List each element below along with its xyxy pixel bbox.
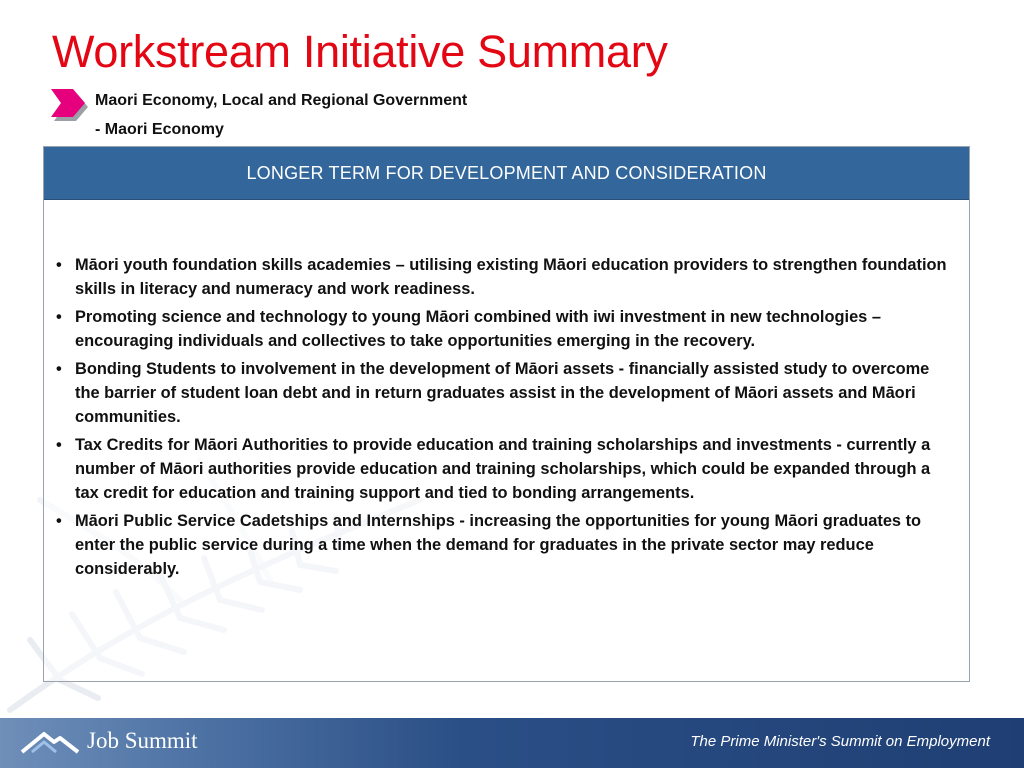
bullet-icon: • (56, 436, 62, 454)
subtitle-topic: - Maori Economy (95, 121, 224, 138)
bullet-icon: • (56, 256, 62, 274)
brand-name: Job Summit (87, 728, 198, 753)
list-item (56, 433, 956, 505)
list-item (56, 305, 956, 353)
initiatives-panel (43, 146, 970, 682)
list-item (56, 509, 956, 581)
slide-title: Workstream Initiative Summary (52, 26, 668, 77)
bullet-icon: • (56, 308, 62, 326)
list-item-text: Bonding Students to involvement in the development of Māori assets - financially assisted study to overcome the barrier of student loan debt and in return graduates assist in the development of Māori assets and Māori communities. (75, 360, 930, 426)
mountain-logo-icon (20, 726, 80, 758)
list-item (56, 253, 956, 301)
list-item-text: Tax Credits for Māori Authorities to provide education and training scholarships and investments - currently a number of Māori authorities provide education and training scholarships, which could be expanded through a tax credit for education and training support and tied to bonding arrangements. (75, 436, 931, 502)
list-item (56, 357, 956, 429)
list-item-text: Māori Public Service Cadetships and Internships - increasing the opportunities for young Māori graduates to enter the public service during a time when the demand for graduates in the private sector may reduce considerably. (75, 512, 922, 578)
bullet-icon: • (56, 360, 62, 378)
subtitle-workstream: Maori Economy, Local and Regional Government (95, 92, 468, 109)
list-item-text: Māori youth foundation skills academies – utilising existing Māori education providers to strengthen foundation skills in literacy and numeracy and work readiness. (75, 256, 947, 298)
list-item-text: Promoting science and technology to young Māori combined with iwi investment in new technologies – encouraging individuals and collectives to take opportunities emerging in the recovery. (75, 308, 881, 350)
panel-heading: LONGER TERM FOR DEVELOPMENT AND CONSIDERATION (44, 147, 969, 200)
initiative-list (56, 253, 956, 585)
chevron-arrow-icon (50, 87, 90, 123)
footer-tagline: The Prime Minister's Summit on Employment (690, 733, 990, 750)
bullet-icon: • (56, 512, 62, 530)
